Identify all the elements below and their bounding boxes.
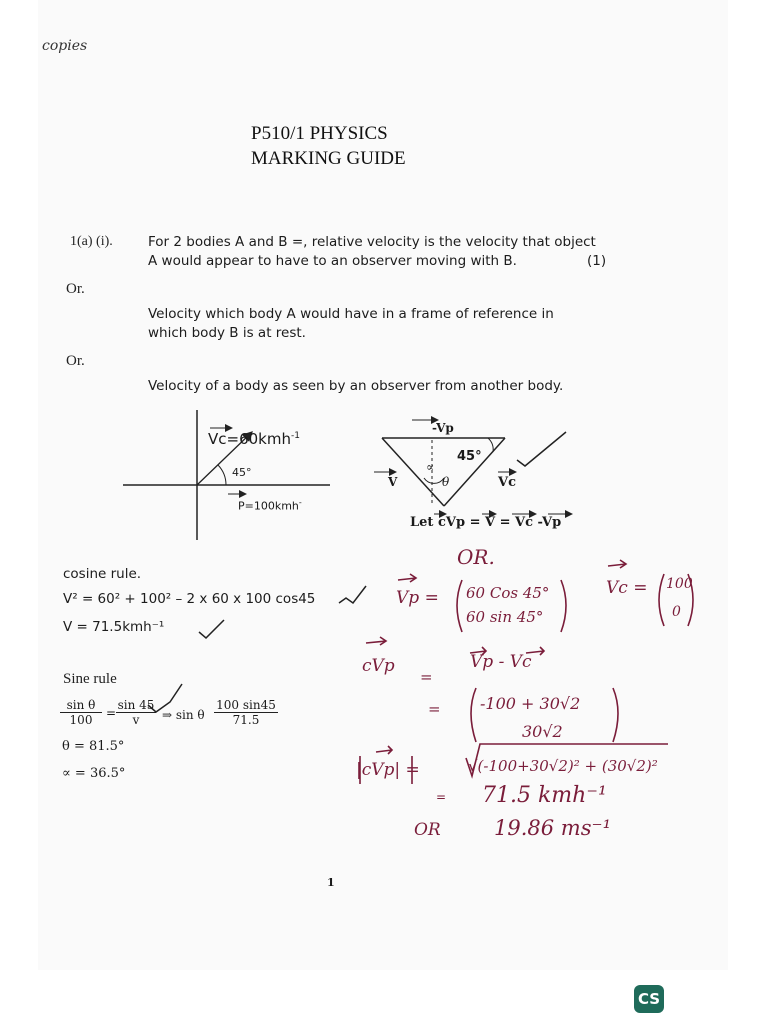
hand-or-1: OR. bbox=[457, 545, 495, 569]
definition-1-line-2: A would appear to have to an observer moving with B. bbox=[148, 253, 517, 269]
hand-column-bottom: 30√2 bbox=[522, 722, 563, 741]
hand-equals-1: = bbox=[420, 668, 433, 686]
theta-result: θ = 81.5° bbox=[62, 739, 125, 754]
v-label: V bbox=[388, 475, 398, 489]
exam-subtitle: MARKING GUIDE bbox=[251, 148, 406, 169]
hand-or-2: OR bbox=[414, 820, 441, 840]
hand-equals-3: = bbox=[436, 790, 447, 804]
exam-title: P510/1 PHYSICS bbox=[251, 123, 388, 144]
hand-magnitude-value: 71.5 kmh⁻¹ bbox=[482, 783, 607, 808]
or-separator-1: Or. bbox=[66, 281, 85, 297]
angle-45-label: 45° bbox=[232, 466, 252, 479]
alpha-result: ∝ = 36.5° bbox=[62, 766, 126, 781]
triangle-angle-45: 45° bbox=[457, 449, 482, 464]
vector-triangle-diagram bbox=[374, 420, 572, 514]
hand-vp-bottom: 60 sin 45° bbox=[466, 608, 544, 626]
vp-top-label: -Vp bbox=[432, 421, 454, 435]
cosine-rule-heading: cosine rule. bbox=[63, 566, 142, 582]
definition-1-line-1: For 2 bodies A and B =, relative velocity is the velocity that object bbox=[148, 234, 596, 250]
sine-implies: ⇒ sin θ bbox=[162, 708, 205, 722]
page-number: 1 bbox=[327, 876, 335, 889]
vc-label: Vc=60kmh$^{-1}$ bbox=[208, 430, 300, 448]
sine-equals: = bbox=[106, 706, 117, 720]
vc-triangle-label: Vc bbox=[498, 475, 517, 490]
hand-magnitude-rhs: √(-100+30√2)² + (30√2)² bbox=[468, 757, 658, 775]
hand-cvp-lhs: cVp bbox=[362, 656, 395, 676]
question-number: 1(a) (i). bbox=[70, 234, 113, 249]
mark-allocation: (1) bbox=[587, 253, 607, 269]
hand-vp-top: 60 Cos 45° bbox=[466, 584, 550, 602]
hand-vp-minus-vc: Vp - Vc bbox=[470, 652, 532, 672]
theta-symbol: θ bbox=[442, 475, 450, 489]
cosine-rule-equation: V² = 60² + 100² – 2 x 60 x 100 cos45 bbox=[63, 591, 316, 607]
sine-fraction-1: sin θ 100 bbox=[60, 698, 102, 727]
or-separator-2: Or. bbox=[66, 353, 85, 369]
hand-vc-bottom: 0 bbox=[672, 604, 681, 620]
corner-note: copies bbox=[42, 38, 88, 54]
hand-equals-2: = bbox=[428, 700, 441, 718]
definition-2-line-2: which body B is at rest. bbox=[148, 325, 306, 341]
camscanner-badge[interactable]: CS bbox=[634, 985, 664, 1013]
sine-fraction-2: sin 45 v bbox=[117, 698, 155, 727]
sine-fraction-3: 100 sin45 71.5 bbox=[214, 698, 278, 727]
hand-ms-value: 19.86 ms⁻¹ bbox=[494, 816, 611, 840]
cosine-rule-result: V = 71.5kmh⁻¹ bbox=[63, 619, 165, 635]
hand-vc-lhs: Vc = bbox=[606, 578, 648, 598]
sine-rule-heading: Sine rule bbox=[63, 671, 117, 687]
hand-vc-top: 100 bbox=[666, 576, 693, 592]
hand-magnitude-lhs: |cVp| = bbox=[356, 760, 420, 780]
vp-label: P=100kmh- bbox=[238, 498, 302, 513]
alpha-symbol: ∝ bbox=[426, 460, 435, 474]
hand-column-top: -100 + 30√2 bbox=[480, 694, 581, 713]
definition-3: Velocity of a body as seen by an observer from another body. bbox=[148, 378, 564, 394]
definition-2-line-1: Velocity which body A would have in a frame of reference in bbox=[148, 306, 554, 322]
hand-vp-lhs: Vp = bbox=[396, 588, 439, 608]
let-equation: Let cVp = V = Vc -Vp bbox=[410, 515, 562, 530]
